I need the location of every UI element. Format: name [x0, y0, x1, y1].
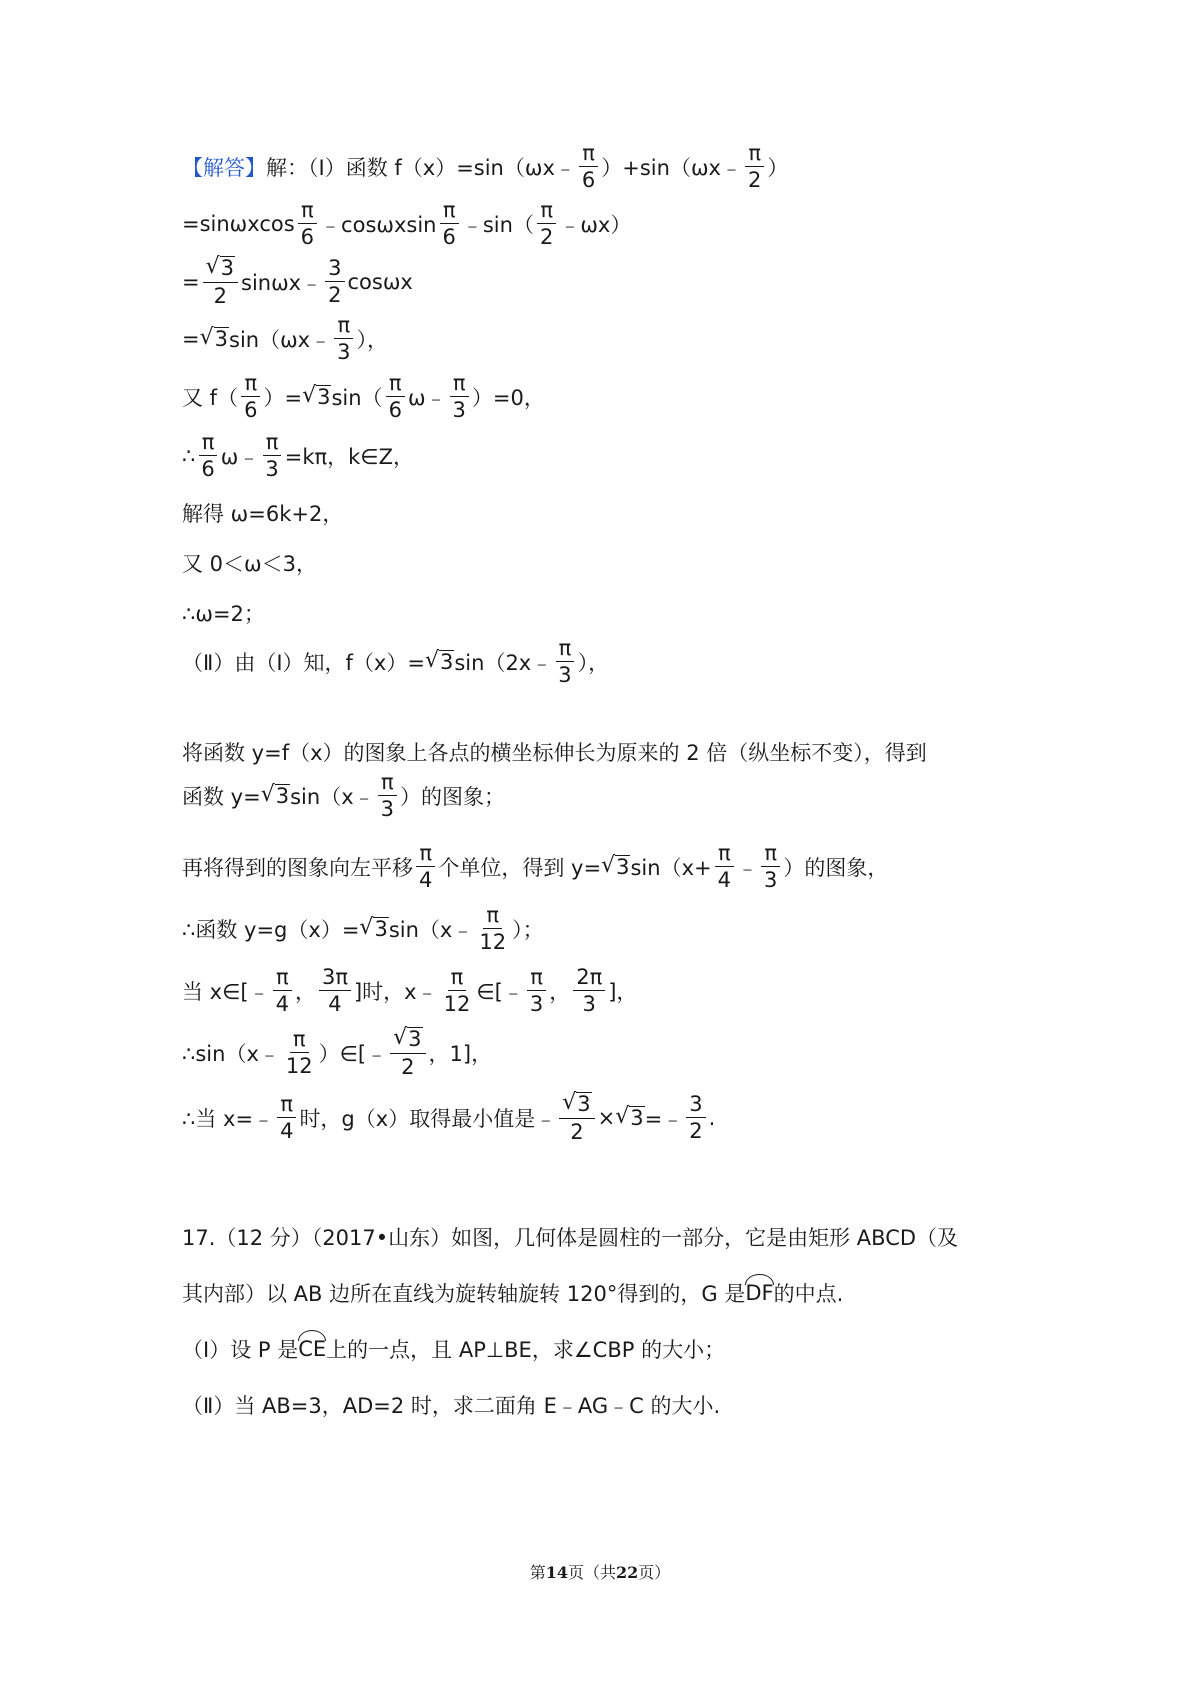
- sqrt: √ 3: [601, 852, 630, 879]
- fraction: $\frac{3}{2}$: [325, 258, 344, 306]
- sqrt: √ 3: [302, 382, 331, 409]
- page-number: 14: [545, 1563, 568, 1582]
- solution-line-2: [182, 200, 631, 248]
- fraction: $\frac{\pi}{4}$: [416, 843, 435, 891]
- text: 个单位，得到 y=: [438, 856, 602, 880]
- text: =: [182, 327, 200, 351]
- text: ，1]，: [428, 1041, 493, 1066]
- solution-line-12: [182, 772, 505, 820]
- arc-notation: DF: [745, 1281, 774, 1305]
- sqrt: √ 3: [393, 1025, 422, 1051]
- text: sin（x﹣: [290, 785, 375, 809]
- solution-line-7: 解得 ω=6k+2，: [182, 502, 344, 526]
- solution-line-16: [182, 1027, 492, 1078]
- fraction: $\frac{3\pi}{4}$: [319, 967, 351, 1015]
- text: 当 x∈[﹣: [182, 980, 270, 1004]
- fraction: $\frac{\pi}{6}$: [579, 143, 598, 191]
- fraction: $\frac{2\pi}{3}$: [573, 967, 605, 1015]
- text: ﹣sin（: [461, 213, 534, 237]
- fraction: √ 3 2: [559, 1092, 594, 1143]
- text: ∴当 x=﹣: [182, 1106, 275, 1131]
- text: sin（ωx﹣: [229, 328, 332, 352]
- text: 函数 y=: [182, 785, 261, 809]
- problem-line-1: 17.（12 分）（2017•山东）如图，几何体是圆柱的一部分，它是由矩形 ABCD（及: [182, 1226, 959, 1250]
- fraction: $\frac{\pi}{12}$: [443, 965, 471, 1016]
- text: 解：（Ⅰ）函数 f（x）=sin（ωx﹣: [266, 156, 576, 180]
- sqrt: √ 3: [205, 254, 235, 280]
- fraction: $\frac{\pi}{3}$: [555, 638, 574, 686]
- text: sin（x+: [630, 856, 712, 880]
- solution-line-15: [182, 967, 637, 1015]
- fraction: $\frac{\pi}{3}$: [378, 772, 397, 820]
- text: ]，: [608, 980, 638, 1004]
- answer-tag: 【解答】: [182, 156, 266, 180]
- text: ）=0，: [471, 386, 545, 410]
- solution-line-9: ∴ω=2；: [182, 602, 265, 626]
- sqrt: √ 3: [424, 647, 454, 674]
- fraction: $\frac{\pi}{12}$: [479, 903, 507, 954]
- fraction: $\frac{\pi}{3}$: [262, 432, 281, 480]
- sqrt: √ 3: [359, 914, 388, 941]
- solution-line-11: 将函数 y=f（x）的图象上各点的横坐标伸长为原来的 2 倍（纵坐标不变），得到: [182, 741, 927, 765]
- fraction: $\frac{\pi}{6}$: [298, 200, 317, 248]
- text: ）=: [263, 386, 303, 410]
- text: 再将得到的图象向左平移: [182, 856, 413, 880]
- text: ）的图象；: [400, 785, 505, 809]
- problem-line-2: [182, 1278, 843, 1308]
- text: 又 f（: [182, 386, 239, 410]
- text: ，: [294, 980, 316, 1004]
- text: ∴函数 y=g（x）=: [182, 918, 360, 942]
- text: =kπ，k∈Z，: [284, 445, 414, 469]
- text: 时，g（x）取得最小值是﹣: [299, 1106, 557, 1131]
- text: sinωx﹣: [241, 270, 323, 295]
- fraction: $\frac{\pi}{6}$: [386, 373, 405, 421]
- fraction: $\frac{\pi}{12}$: [285, 1026, 313, 1078]
- text: （Ⅰ）设 P 是: [182, 1338, 299, 1362]
- text: ω﹣: [220, 445, 260, 469]
- fraction: $\frac{\pi}{4}$: [273, 967, 292, 1015]
- fraction: √ 3 2: [390, 1027, 425, 1078]
- text: 其内部）以 AB 边所在直线为旋转轴旋转 120°得到的，G 是: [182, 1282, 746, 1306]
- sqrt: √ 3: [260, 781, 290, 808]
- text: cosωx: [347, 269, 413, 294]
- text: ﹣: [736, 856, 758, 880]
- text: sin（x﹣: [388, 918, 474, 942]
- fraction: $\frac{3}{2}$: [686, 1094, 705, 1142]
- fraction: $\frac{\pi}{2}$: [537, 200, 556, 248]
- text: ）: [767, 156, 789, 180]
- text: ，: [549, 980, 571, 1004]
- text: =sinωxcos: [182, 212, 295, 236]
- solution-line-1: [182, 143, 788, 191]
- text: .: [708, 1105, 716, 1130]
- text: ∈[﹣: [476, 980, 524, 1004]
- text: ），: [356, 328, 388, 352]
- text: ）∈[﹣: [318, 1041, 388, 1066]
- text: =﹣: [644, 1106, 684, 1131]
- solution-line-13: [182, 843, 888, 891]
- text: sin（2x﹣: [454, 651, 553, 675]
- text: ）；: [512, 918, 544, 942]
- sqrt: √ 3: [562, 1090, 591, 1116]
- fraction: $\frac{\pi}{3}$: [761, 843, 780, 891]
- fraction: $\frac{\pi}{3}$: [450, 373, 469, 421]
- text: 的中点.: [773, 1282, 844, 1306]
- solution-line-14: [182, 905, 544, 953]
- fraction: $\frac{\pi}{6}$: [198, 432, 217, 480]
- fraction: $\frac{\pi}{4}$: [715, 843, 734, 891]
- text: ∴sin（x﹣: [182, 1041, 280, 1066]
- solution-line-6: [182, 432, 414, 480]
- page-footer: 第14页（共22页）: [529, 1563, 671, 1582]
- arc-notation: CE: [298, 1337, 327, 1361]
- text: =: [182, 269, 200, 294]
- text: 上的一点，且 AP⊥BE，求∠CBP 的大小；: [326, 1338, 726, 1362]
- sqrt: √ 3: [199, 324, 229, 351]
- text: ）+sin（ωx﹣: [601, 156, 742, 180]
- text: ﹣cosωxsin: [320, 213, 437, 237]
- fraction: $\frac{\pi}{3}$: [527, 967, 546, 1015]
- text: ∴: [182, 444, 196, 468]
- fraction: $\frac{\pi}{3}$: [334, 315, 353, 363]
- solution-line-4: [182, 315, 388, 363]
- fraction: $\frac{\pi}{6}$: [241, 373, 260, 421]
- solution-line-8: 又 0＜ω＜3，: [182, 552, 317, 576]
- solution-line-5: [182, 373, 545, 421]
- fraction: $\frac{\pi}{6}$: [439, 200, 458, 248]
- solution-line-10: [182, 638, 609, 686]
- text: sin（: [331, 386, 383, 410]
- total-pages: 22: [616, 1563, 639, 1582]
- solution-line-3: [182, 256, 413, 307]
- solution-line-17: [182, 1092, 715, 1143]
- problem-line-4: （Ⅱ）当 AB=3，AD=2 时，求二面角 E﹣AG﹣C 的大小.: [182, 1394, 721, 1418]
- text: ]时，x﹣: [353, 980, 438, 1004]
- text: ），: [577, 651, 610, 675]
- text: ω﹣: [407, 386, 447, 410]
- text: ×: [597, 1105, 616, 1130]
- fraction: √ 3 2: [203, 256, 238, 307]
- sqrt: √ 3: [615, 1103, 644, 1130]
- text: ）的图象，: [783, 856, 889, 880]
- text: （Ⅱ）由（Ⅰ）知，f（x）=: [182, 651, 425, 675]
- fraction: $\frac{\pi}{4}$: [277, 1094, 296, 1142]
- text: ﹣ωx）: [559, 213, 632, 237]
- fraction: $\frac{\pi}{2}$: [745, 143, 764, 191]
- problem-line-3: [182, 1334, 725, 1364]
